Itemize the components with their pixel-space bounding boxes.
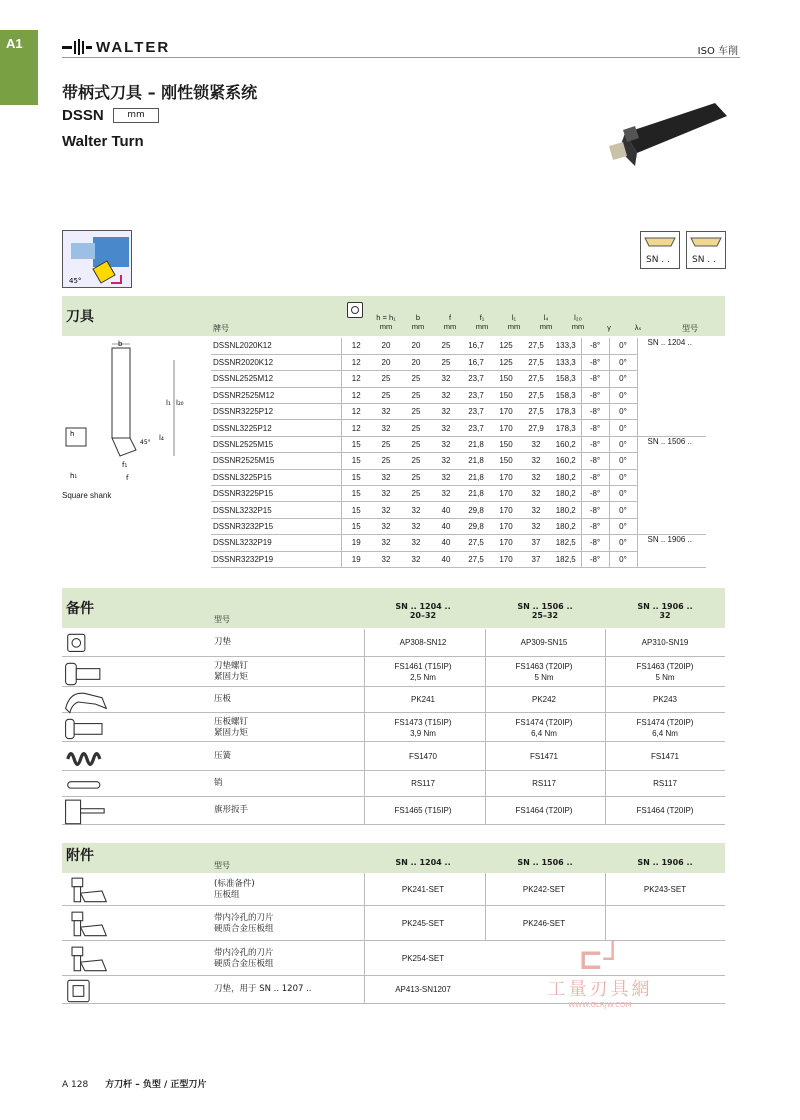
section-label: ISO 车削: [697, 46, 738, 57]
spare-part-value: FS1471: [529, 751, 559, 761]
spare-part-name: 压板螺钉 紧固力矩: [214, 716, 249, 738]
spare-part-row: [62, 771, 725, 797]
product-line: Walter Turn: [62, 133, 144, 150]
tool-value: 21,8: [461, 453, 491, 469]
svg-text:f₁: f₁: [122, 461, 128, 469]
spare-part-value: AP309-SN15: [520, 638, 568, 647]
tool-value: 0°: [609, 420, 637, 436]
tool-value: 32: [371, 502, 401, 518]
tool-value: 170: [491, 469, 521, 485]
spare-part-icon: [62, 630, 112, 660]
tool-code: DSSNR2020K12: [211, 354, 341, 370]
tool-value: -8°: [581, 535, 609, 551]
tool-row: [211, 354, 706, 370]
tool-value: -8°: [581, 502, 609, 518]
tool-value: 182,5: [551, 535, 581, 551]
tool-value: 158,3: [551, 387, 581, 403]
tool-value: 0°: [609, 387, 637, 403]
tool-value: -8°: [581, 486, 609, 502]
accessories-col-3: SN .. 1906 ..: [637, 858, 693, 867]
spare-part-value: PK243: [652, 695, 678, 704]
spare-part-value: PK241: [410, 695, 436, 704]
tool-value: -8°: [581, 338, 609, 354]
tool-value: 0°: [609, 404, 637, 420]
insert-icon-negative: SN . .: [640, 231, 680, 269]
tool-value: 25: [431, 354, 461, 370]
tool-code: DSSNL3232P15: [211, 502, 341, 518]
tool-value: 180,2: [551, 518, 581, 534]
operation-diagram: [62, 230, 132, 288]
tool-value: 19: [341, 551, 371, 567]
tool-value: 25: [371, 436, 401, 452]
tool-value: 32: [371, 551, 401, 567]
tool-value: -8°: [581, 518, 609, 534]
tool-row: [211, 486, 706, 502]
accessory-value: PK243-SET: [643, 884, 687, 894]
tool-value: 32: [431, 404, 461, 420]
spare-part-value: FS1461 (T15IP) 2,5 Nm: [394, 662, 452, 682]
tool-value: 15: [341, 502, 371, 518]
tool-value: 16,7: [461, 338, 491, 354]
tool-value: 32: [521, 436, 551, 452]
tool-value: 0°: [609, 551, 637, 567]
accessory-name: 带内冷孔的刀片 硬质合金压板组: [214, 947, 274, 969]
tool-value: 180,2: [551, 502, 581, 518]
svg-text:l₁: l₁: [166, 399, 171, 407]
tool-value: 125: [491, 338, 521, 354]
spare-part-value: FS1471: [650, 751, 680, 761]
col-h: h = h₁ mm: [376, 313, 396, 331]
col-f: f mm: [443, 313, 457, 331]
spare-part-value: AP310-SN19: [641, 638, 689, 647]
col-l1: l₁ mm: [507, 313, 521, 331]
tool-value: 170: [491, 420, 521, 436]
shank-diagram: [62, 340, 192, 485]
insert-type: SN .. 1906 ..: [637, 535, 706, 568]
tool-value: 32: [521, 518, 551, 534]
accessory-icon: [62, 976, 112, 1006]
spare-part-value: FS1465 (T15IP): [394, 806, 452, 815]
tool-value: 16,7: [461, 354, 491, 370]
insert-type: SN .. 1204 ..: [637, 338, 706, 436]
tool-value: 32: [431, 436, 461, 452]
tool-code: DSSNL3232P19: [211, 535, 341, 551]
tool-value: 32: [401, 535, 431, 551]
spare-part-row: [62, 657, 725, 687]
spare-part-value: AP308-SN12: [399, 638, 447, 647]
svg-text:l₄: l₄: [159, 434, 164, 442]
tool-value: 32: [431, 387, 461, 403]
tool-value: 23,7: [461, 404, 491, 420]
insert-icon-positive: SN . .: [686, 231, 726, 269]
tool-row: [211, 453, 706, 469]
spare-part-value: FS1463 (T20IP) 5 Nm: [515, 662, 573, 682]
tool-value: 32: [371, 535, 401, 551]
tool-value: 25: [371, 453, 401, 469]
tool-value: 150: [491, 387, 521, 403]
svg-text:45°: 45°: [140, 439, 151, 446]
accessories-header: [62, 843, 725, 873]
spare-part-name: 压板: [214, 694, 232, 704]
tool-value: 133,3: [551, 338, 581, 354]
tool-value: 27,5: [521, 404, 551, 420]
spare-part-icon: [62, 798, 112, 828]
footer: [62, 1077, 206, 1090]
tool-value: 23,7: [461, 387, 491, 403]
tool-code: DSSNR2525M12: [211, 387, 341, 403]
tool-value: 20: [401, 354, 431, 370]
tool-value: 170: [491, 404, 521, 420]
tool-value: 12: [341, 387, 371, 403]
tool-value: 178,3: [551, 404, 581, 420]
tool-value: 40: [431, 551, 461, 567]
tool-value: 15: [341, 469, 371, 485]
accessories-col-1: SN .. 1204 ..: [395, 858, 451, 867]
accessory-icon: [62, 876, 112, 906]
tool-value: 25: [401, 404, 431, 420]
tool-value: 21,8: [461, 436, 491, 452]
spare-part-value: FS1474 (T20IP) 6,4 Nm: [636, 717, 694, 738]
tool-code: DSSNL2525M12: [211, 371, 341, 387]
tool-value: 19: [341, 535, 371, 551]
tool-value: 0°: [609, 338, 637, 354]
tool-value: 0°: [609, 535, 637, 551]
tool-value: 12: [341, 404, 371, 420]
tool-value: 170: [491, 486, 521, 502]
tool-value: -8°: [581, 469, 609, 485]
tool-value: 40: [431, 535, 461, 551]
tool-value: 27,5: [521, 338, 551, 354]
accessory-value: PK242-SET: [522, 884, 566, 894]
tool-value: 20: [371, 354, 401, 370]
walter-logo: [62, 36, 170, 58]
spares-col-1: SN .. 1204 .. 20–32: [395, 602, 451, 620]
tool-value: 150: [491, 436, 521, 452]
tool-holder-image: [605, 98, 730, 173]
tool-value: 150: [491, 371, 521, 387]
accessory-name: 刀垫，用于 SN .. 1207 ..: [214, 984, 312, 994]
tools-table: [211, 338, 706, 568]
insert-type: SN .. 1506 ..: [637, 436, 706, 534]
page-number: A 128: [62, 1080, 89, 1090]
page-title: 带柄式刀具 – 刚性锁紧系统: [62, 83, 258, 102]
spare-part-name: 刀垫螺钉 紧固力矩: [214, 661, 249, 682]
tool-value: 15: [341, 453, 371, 469]
tool-value: 133,3: [551, 354, 581, 370]
tool-value: 40: [431, 518, 461, 534]
tool-value: 15: [341, 436, 371, 452]
tool-value: 0°: [609, 453, 637, 469]
spare-part-row: [62, 687, 725, 713]
tool-value: 170: [491, 518, 521, 534]
shim-icon: [347, 302, 363, 318]
col-lambda: λₛ: [634, 323, 642, 332]
tool-value: 170: [491, 502, 521, 518]
tool-value: -8°: [581, 420, 609, 436]
tool-value: 158,3: [551, 371, 581, 387]
spare-part-value: FS1464 (T20IP): [636, 806, 694, 815]
col-gamma: γ: [607, 323, 611, 332]
spare-part-name: 刀垫: [214, 637, 232, 647]
tool-value: 20: [371, 338, 401, 354]
tool-value: 0°: [609, 354, 637, 370]
tool-value: 25: [401, 387, 431, 403]
tool-value: 170: [491, 535, 521, 551]
svg-text:f: f: [126, 474, 129, 482]
tool-value: 37: [521, 551, 551, 567]
accessory-value: PK246-SET: [522, 918, 566, 928]
tool-value: 27,5: [521, 387, 551, 403]
tool-code: DSSNL2525M15: [211, 436, 341, 452]
tool-value: 25: [401, 420, 431, 436]
shank-label: Square shank: [62, 491, 112, 500]
tool-code: DSSNR3232P19: [211, 551, 341, 567]
tool-row: [211, 338, 706, 354]
brand-name: WALTER: [96, 38, 171, 56]
tool-value: 12: [341, 354, 371, 370]
accessory-icon: [62, 910, 112, 940]
tool-code: DSSNL3225P15: [211, 469, 341, 485]
tool-value: 23,7: [461, 420, 491, 436]
accessories-type-label: 型号: [214, 861, 230, 870]
accessory-value: PK254-SET: [401, 953, 445, 963]
tool-value: 32: [521, 502, 551, 518]
tool-value: 32: [401, 502, 431, 518]
svg-text:h₁: h₁: [70, 472, 78, 480]
tool-value: 32: [431, 371, 461, 387]
accessory-icon: [62, 945, 112, 975]
col-f1: f₁ mm: [475, 313, 489, 331]
tool-value: 32: [431, 453, 461, 469]
tool-value: 125: [491, 354, 521, 370]
tool-value: 25: [401, 486, 431, 502]
svg-text:b: b: [118, 340, 123, 348]
col-insert: 型号: [682, 324, 698, 333]
tool-value: 15: [341, 486, 371, 502]
header-rule: [62, 57, 740, 58]
tool-value: -8°: [581, 404, 609, 420]
spares-type-label: 型号: [214, 615, 230, 624]
product-code: DSSN: [62, 107, 104, 124]
tool-value: 182,5: [551, 551, 581, 567]
tool-value: 27,5: [461, 535, 491, 551]
tool-value: 32: [371, 518, 401, 534]
tool-value: -8°: [581, 551, 609, 567]
spare-part-icon: [62, 659, 112, 689]
tool-value: 25: [401, 469, 431, 485]
spare-part-value: RS117: [411, 779, 435, 788]
tool-value: -8°: [581, 387, 609, 403]
tool-value: 32: [371, 404, 401, 420]
unit-badge: mm: [113, 108, 159, 123]
tool-value: 25: [371, 371, 401, 387]
svg-text:l₂₀: l₂₀: [176, 399, 184, 407]
tool-row: [211, 404, 706, 420]
spare-part-value: RS117: [653, 779, 677, 788]
tool-value: 27,9: [521, 420, 551, 436]
tool-value: 25: [401, 453, 431, 469]
accessory-name: (标准备件) 压板组: [214, 878, 255, 900]
spare-part-row: [62, 797, 725, 825]
tool-value: -8°: [581, 371, 609, 387]
tool-code: DSSNR2525M15: [211, 453, 341, 469]
tool-value: -8°: [581, 354, 609, 370]
accessory-value: PK241-SET: [401, 884, 445, 894]
spare-part-value: FS1474 (T20IP) 6,4 Nm: [515, 717, 573, 738]
tool-value: 180,2: [551, 486, 581, 502]
tool-value: 0°: [609, 436, 637, 452]
tool-value: 0°: [609, 469, 637, 485]
spare-part-value: RS117: [532, 779, 556, 788]
spare-part-value: FS1470: [408, 751, 438, 761]
spare-part-value: PK242: [531, 695, 557, 704]
spare-part-name: 旗形扳手: [214, 805, 249, 815]
tool-code: DSSNR3232P15: [211, 518, 341, 534]
tool-value: 20: [401, 338, 431, 354]
spare-part-value: FS1463 (T20IP) 5 Nm: [636, 662, 694, 682]
tool-value: 12: [341, 338, 371, 354]
tool-value: 12: [341, 371, 371, 387]
accessory-value: AP413-SN1207: [395, 985, 451, 994]
tool-value: 160,2: [551, 436, 581, 452]
tool-value: 180,2: [551, 469, 581, 485]
tool-value: -8°: [581, 436, 609, 452]
tool-value: 25: [401, 371, 431, 387]
tool-value: 37: [521, 535, 551, 551]
accessory-row: [62, 873, 725, 906]
tool-value: 32: [431, 469, 461, 485]
tool-row: [211, 420, 706, 436]
spares-col-3: SN .. 1906 .. 32: [637, 602, 693, 620]
tool-row: [211, 502, 706, 518]
tool-value: 23,7: [461, 371, 491, 387]
spare-part-row: [62, 742, 725, 771]
spare-part-name: 销: [214, 778, 223, 788]
tool-value: 25: [431, 338, 461, 354]
tools-title: 刀具: [66, 309, 94, 325]
tool-value: 0°: [609, 502, 637, 518]
col-l4: l₄ mm: [539, 313, 553, 331]
accessory-name: 带内冷孔的刀片 硬质合金压板组: [214, 912, 274, 934]
tool-code: DSSNR3225P15: [211, 486, 341, 502]
tool-code: DSSNL2020K12: [211, 338, 341, 354]
tool-value: 40: [431, 502, 461, 518]
tool-row: [211, 469, 706, 485]
tool-value: -8°: [581, 453, 609, 469]
spare-part-row: [62, 713, 725, 742]
spare-part-value: FS1464 (T20IP): [515, 806, 573, 815]
tool-value: 29,8: [461, 502, 491, 518]
tool-code: DSSNR3225P12: [211, 404, 341, 420]
watermark: ⊏┘ 工量刃具網 WWW.GLRJW.COM: [547, 942, 653, 1009]
tool-value: 0°: [609, 486, 637, 502]
tool-value: 27,5: [461, 551, 491, 567]
tool-value: 178,3: [551, 420, 581, 436]
accessories-col-2: SN .. 1506 ..: [517, 858, 573, 867]
spare-part-icon: [62, 715, 112, 745]
section-tab: A1: [0, 30, 38, 105]
accessory-value: PK245-SET: [401, 918, 445, 928]
tool-row: [211, 436, 706, 452]
spares-col-2: SN .. 1506 .. 25–32: [517, 602, 573, 620]
tool-value: 32: [371, 469, 401, 485]
col-code: 牌号: [213, 324, 229, 333]
tool-row: [211, 535, 706, 551]
logo-mark-icon: [62, 39, 92, 55]
tool-row: [211, 551, 706, 567]
spare-part-icon: [62, 744, 112, 774]
spare-part-row: [62, 629, 725, 657]
spare-part-name: 压簧: [214, 750, 232, 761]
tool-value: 32: [401, 518, 431, 534]
tool-value: 32: [431, 486, 461, 502]
accessory-row: [62, 906, 725, 941]
tool-value: 32: [431, 420, 461, 436]
tool-value: 25: [401, 436, 431, 452]
spares-title: 备件: [66, 601, 94, 617]
tool-row: [211, 371, 706, 387]
tool-value: 27,5: [521, 371, 551, 387]
spare-part-value: FS1473 (T15IP) 3,9 Nm: [394, 717, 452, 738]
tool-value: 160,2: [551, 453, 581, 469]
tool-value: 150: [491, 453, 521, 469]
tool-row: [211, 387, 706, 403]
tool-value: 21,8: [461, 469, 491, 485]
col-l20: l₂₀ mm: [571, 313, 585, 331]
tool-value: 32: [371, 486, 401, 502]
tool-value: 15: [341, 518, 371, 534]
footer-text: 方刀杆 – 负型 / 正型刀片: [105, 1080, 207, 1090]
tool-value: 32: [521, 453, 551, 469]
tool-value: 0°: [609, 371, 637, 387]
tool-row: [211, 518, 706, 534]
tool-value: 170: [491, 551, 521, 567]
tool-value: 25: [371, 387, 401, 403]
tool-value: 21,8: [461, 486, 491, 502]
tool-code: DSSNL3225P12: [211, 420, 341, 436]
tool-value: 32: [521, 486, 551, 502]
accessories-title: 附件: [66, 848, 94, 864]
tool-value: 29,8: [461, 518, 491, 534]
svg-text:45°: 45°: [69, 277, 82, 285]
tool-value: 32: [371, 420, 401, 436]
tool-value: 0°: [609, 518, 637, 534]
col-b: b mm: [411, 313, 425, 331]
tool-value: 32: [401, 551, 431, 567]
svg-text:h: h: [70, 430, 75, 438]
tool-value: 12: [341, 420, 371, 436]
spares-header: [62, 588, 725, 628]
tool-value: 32: [521, 469, 551, 485]
tool-value: 27,5: [521, 354, 551, 370]
